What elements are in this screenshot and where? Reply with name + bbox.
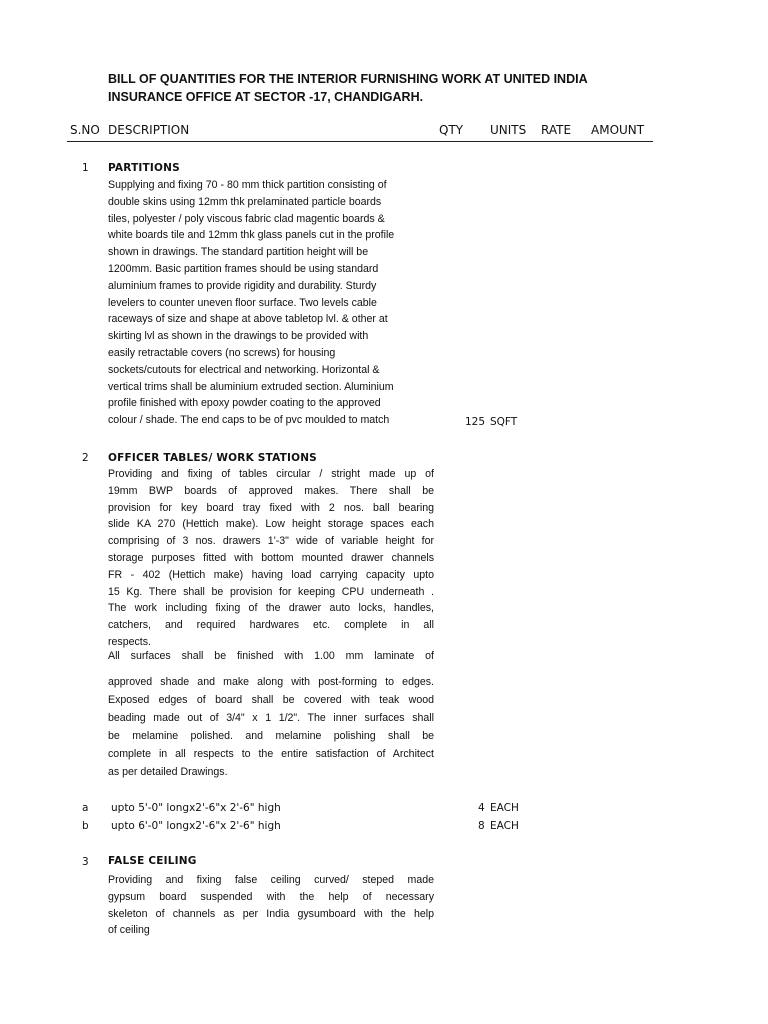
item-2-description-finish <box>108 648 434 781</box>
desc-line: approved shade and make along with post-forming to edges. <box>108 675 434 688</box>
desc-line: skeleton of channels as per India gysumboard with the help <box>108 907 434 920</box>
desc-line: aluminium frames to provide rigidity and durability. Sturdy <box>108 279 377 292</box>
subitem-b-units: EACH <box>490 820 519 832</box>
desc-line: raceways of size and shape at above tabletop lvl. & other at <box>108 313 388 326</box>
item-3-sno: 3 <box>82 856 89 868</box>
desc-line: respects. <box>108 635 151 648</box>
desc-line: storage purposes fitted with bottom mounted drawer channels <box>108 551 434 564</box>
document-title <box>108 70 628 106</box>
desc-line: profile finished with epoxy powder coating to the approved <box>108 397 381 410</box>
subitem-a-label: a <box>82 802 89 814</box>
subitem-a-qty: 4 <box>478 802 485 814</box>
column-header-row <box>67 123 653 142</box>
subitem-a-units: EACH <box>490 802 519 814</box>
desc-line: levelers to counter uneven floor surface. Two levels cable <box>108 296 377 309</box>
item-1-qty: 125 <box>465 416 486 428</box>
column-description: DESCRIPTION <box>108 123 190 137</box>
column-sno: S.NO <box>70 123 100 137</box>
subitem-a-text: upto 5'-0" longx2'-6"x 2'-6" high <box>111 802 281 814</box>
item-3-description <box>108 872 434 939</box>
item-1-units: SQFT <box>490 416 518 428</box>
desc-line: Supplying and fixing 70 - 80 mm thick partition consisting of <box>108 179 387 191</box>
desc-line: The work including fixing of the drawer auto locks, handles, <box>108 602 434 615</box>
desc-line: Providing and fixing of tables circular / stright made up of <box>108 468 434 480</box>
desc-line: skirting lvl as shown in the drawings to be provided with <box>108 330 369 343</box>
desc-line: double skins using 12mm thk prelaminated particle boards <box>108 195 382 208</box>
item-2-sno: 2 <box>82 452 89 464</box>
desc-line: white boards tile and 12mm thk glass panels cut in the profile <box>108 229 395 242</box>
title-line-1: BILL OF QUANTITIES FOR THE INTERIOR FURNISHING WORK AT UNITED INDIA <box>108 72 588 86</box>
desc-line: 19mm BWP boards of approved makes. There shall be <box>108 484 434 497</box>
desc-line <box>108 665 434 673</box>
column-rate: RATE <box>541 123 572 137</box>
desc-line: as per detailed Drawings. <box>108 765 228 778</box>
item-1-sno: 1 <box>82 162 89 174</box>
desc-line: sockets/cutouts for electrical and networking. Horizontal & <box>108 363 380 376</box>
column-qty: QTY <box>439 123 464 137</box>
desc-line: of ceiling <box>108 924 150 937</box>
item-2-description <box>108 466 434 651</box>
desc-line: vertical trims shall be aluminium extruded section. Aluminium <box>108 380 394 393</box>
item-1-description <box>108 177 394 429</box>
desc-line: provision for key board tray fixed with 2 nos. ball bearing <box>108 501 434 514</box>
desc-line: colour / shade. The end caps to be of pvc moulded to match <box>108 414 390 427</box>
desc-line: complete in all respects to the entire satisfaction of Architect <box>108 747 434 760</box>
desc-line: FR - 402 (Hettich make) having load carrying capacity upto <box>108 568 434 581</box>
desc-line: slide KA 270 (Hettich make). Low height storage spaces each <box>108 518 434 531</box>
desc-line: beading made out of 3/4" x 1 1/2". The inner surfaces shall <box>108 711 434 724</box>
column-amount: AMOUNT <box>591 123 645 137</box>
desc-line: 1200mm. Basic partition frames should be using standard <box>108 262 379 275</box>
desc-line: tiles, polyester / poly viscous fabric clad magentic boards & <box>108 212 385 225</box>
desc-line: catchers, and required hardwares etc. complete in all <box>108 619 434 632</box>
item-1-heading: PARTITIONS <box>108 162 180 174</box>
column-units: UNITS <box>490 123 527 137</box>
desc-line: shown in drawings. The standard partition height will be <box>108 246 369 259</box>
desc-line: be melamine polished. and melamine polishing shall be <box>108 729 434 742</box>
desc-line: All surfaces shall be finished with 1.00 mm laminate of <box>108 650 434 662</box>
item-3-heading: FALSE CEILING <box>108 855 197 867</box>
desc-line: Exposed edges of board shall be covered with teak wood <box>108 693 434 706</box>
subitem-b-text: upto 6'-0" longx2'-6"x 2'-6" high <box>111 820 281 832</box>
desc-line: 15 Kg. There shall be provision for keeping CPU underneath . <box>108 585 434 598</box>
desc-line: easily retractable covers (no screws) for housing <box>108 346 336 359</box>
subitem-b-qty: 8 <box>478 820 485 832</box>
title-line-2: INSURANCE OFFICE AT SECTOR -17, CHANDIGARH. <box>108 90 424 104</box>
desc-line: gypsum board suspended with the help of necessary <box>108 890 434 903</box>
item-2-heading: OFFICER TABLES/ WORK STATIONS <box>108 452 317 464</box>
subitem-b-label: b <box>82 820 89 832</box>
desc-line: Providing and fixing false ceiling curved/ steped made <box>108 874 434 886</box>
desc-line: comprising of 3 nos. drawers 1'-3" wide of variable height for <box>108 535 434 548</box>
